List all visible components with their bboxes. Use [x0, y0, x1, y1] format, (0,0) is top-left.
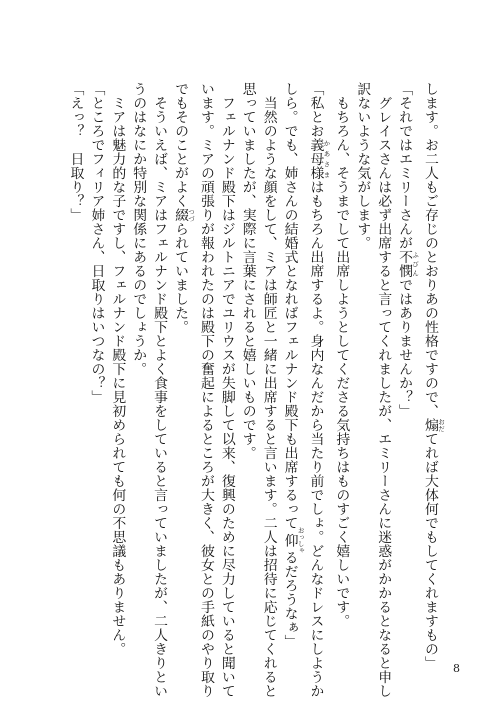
page-number: 8 [453, 662, 460, 675]
ruby-word: 不憫 ふびん [396, 250, 420, 278]
text-line: そういえば、ミアはフェルナンド殿下とよく食事をしていると言っていましたが、二人きりとい [151, 82, 168, 698]
text-line: 当然のような顔をして、ミアは師匠と一緒に出席すると言います。二人は招待に応じてくれると [260, 82, 277, 698]
text-line: 思っていましたが、実際に言葉にされると嬉しいものです。 [239, 82, 256, 460]
text-line: もちろん、そうまでして出席しようとしてくださる気持ちはものすごく嬉しいです。 [333, 82, 350, 628]
text-line: います。ミアの頑張りが報われたのは殿下の奮起によるところが大きく、彼女との手紙のやり取り [197, 82, 214, 698]
text-line: しら。でも、姉さんの結婚式となればフェルナンド殿下も出席するって仰 おっしゃるだろうなぁ」 [281, 82, 305, 649]
ruby-word: 綴 つづ [172, 208, 196, 222]
text-line: 「ところでフィリア姉さん、日取りはいつなの？」 [88, 82, 105, 404]
text-line: 「私とお義母様 かあさまはもちろん出席するよ。身内なんだから当たり前でしょ。どんなドレスにしようか [307, 82, 331, 698]
text-line: 訳ないような気がします。 [354, 82, 371, 250]
text-line: します。お二人もご存じのとおりあの性格ですので、煽 おだてれば大体何でもしてくれますもの」 [422, 82, 445, 670]
text-line: フェルナンド殿下はジルトニアでユリウスが失脚して以来、復興のために尽力していると聞いて [218, 82, 235, 698]
text-line: 「えっ？ 日取り？」 [67, 82, 84, 222]
ruby-word: 仰 おっしゃ [281, 527, 305, 554]
text-line: うのはなにか特別な関係にあるのでしょうか。 [130, 82, 147, 376]
text-line: 「それではエミリーさんが不憫 ふびんではありませんか？」 [396, 82, 420, 418]
text-line: でもそのことがよく綴 つづられていました。 [172, 82, 196, 334]
body-text [65, 82, 445, 698]
text-line: グレイスさんは必ず出席すると言ってくれましたが、エミリーさんに迷惑がかかるとなると申し [375, 82, 392, 698]
ruby-word: 義母様 かあさま [307, 138, 331, 180]
ruby-word: 煽 おだ [422, 418, 445, 432]
text-line: ミアは魅力的な子ですし、フェルナンド殿下に見初められても何の不思議もありません。 [109, 82, 126, 656]
